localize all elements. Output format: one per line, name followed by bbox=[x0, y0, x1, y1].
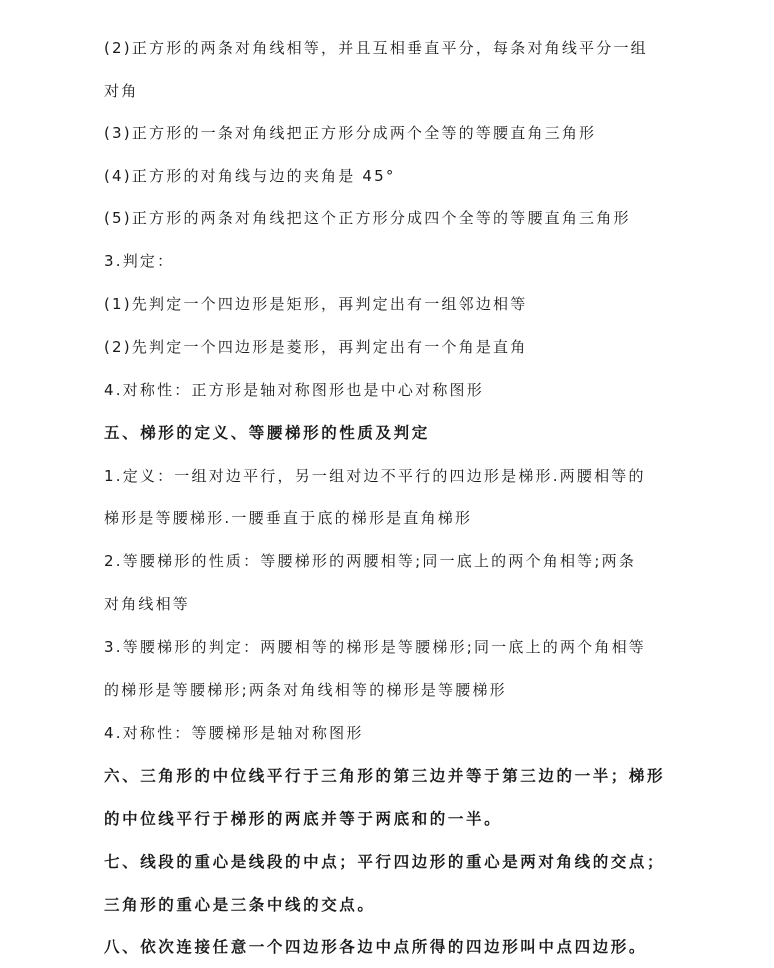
text-line-12: 梯形是等腰梯形.一腰垂直于底的梯形是直角梯形 bbox=[104, 509, 473, 527]
text-line-15: 3.等腰梯形的判定：两腰相等的梯形是等腰梯形;同一底上的两个角相等 bbox=[104, 638, 646, 656]
text-line-7: (1)先判定一个四边形是矩形，再判定出有一组邻边相等 bbox=[104, 295, 528, 313]
section-heading-5: 五、梯形的定义、等腰梯形的性质及判定 bbox=[104, 424, 430, 442]
text-line-9: 4.对称性：正方形是轴对称图形也是中心对称图形 bbox=[104, 381, 484, 399]
text-line-6: 3.判定： bbox=[104, 252, 175, 270]
text-line-1: (2)正方形的两条对角线相等，并且互相垂直平分，每条对角线平分一组 bbox=[104, 39, 648, 57]
text-line-5: (5)正方形的两条对角线把这个正方形分成四个全等的等腰直角三角形 bbox=[104, 209, 631, 227]
text-line-16: 的梯形是等腰梯形;两条对角线相等的梯形是等腰梯形 bbox=[104, 681, 507, 699]
section-heading-7-line-2: 三角形的重心是三条中线的交点。 bbox=[104, 896, 376, 914]
section-heading-6-line-1: 六、三角形的中位线平行于三角形的第三边并等于第三边的一半；梯形 bbox=[104, 767, 666, 785]
text-line-11: 1.定义：一组对边平行，另一组对边不平行的四边形是梯形.两腰相等的 bbox=[104, 467, 646, 485]
text-line-3: (3)正方形的一条对角线把正方形分成两个全等的等腰直角三角形 bbox=[104, 124, 597, 142]
text-line-17: 4.对称性：等腰梯形是轴对称图形 bbox=[104, 724, 364, 742]
text-line-4: (4)正方形的对角线与边的夹角是 45° bbox=[104, 167, 396, 185]
text-line-13: 2.等腰梯形的性质：等腰梯形的两腰相等;同一底上的两个角相等;两条 bbox=[104, 552, 637, 570]
text-line-14: 对角线相等 bbox=[104, 595, 191, 613]
text-line-2: 对角 bbox=[104, 82, 139, 100]
section-heading-6-line-2: 的中位线平行于梯形的两底并等于两底和的一半。 bbox=[104, 810, 503, 828]
text-line-8: (2)先判定一个四边形是菱形，再判定出有一个角是直角 bbox=[104, 338, 528, 356]
section-heading-8: 八、依次连接任意一个四边形各边中点所得的四边形叫中点四边形。 bbox=[104, 938, 648, 956]
section-heading-7-line-1: 七、线段的重心是线段的中点；平行四边形的重心是两对角线的交点； bbox=[104, 853, 666, 871]
